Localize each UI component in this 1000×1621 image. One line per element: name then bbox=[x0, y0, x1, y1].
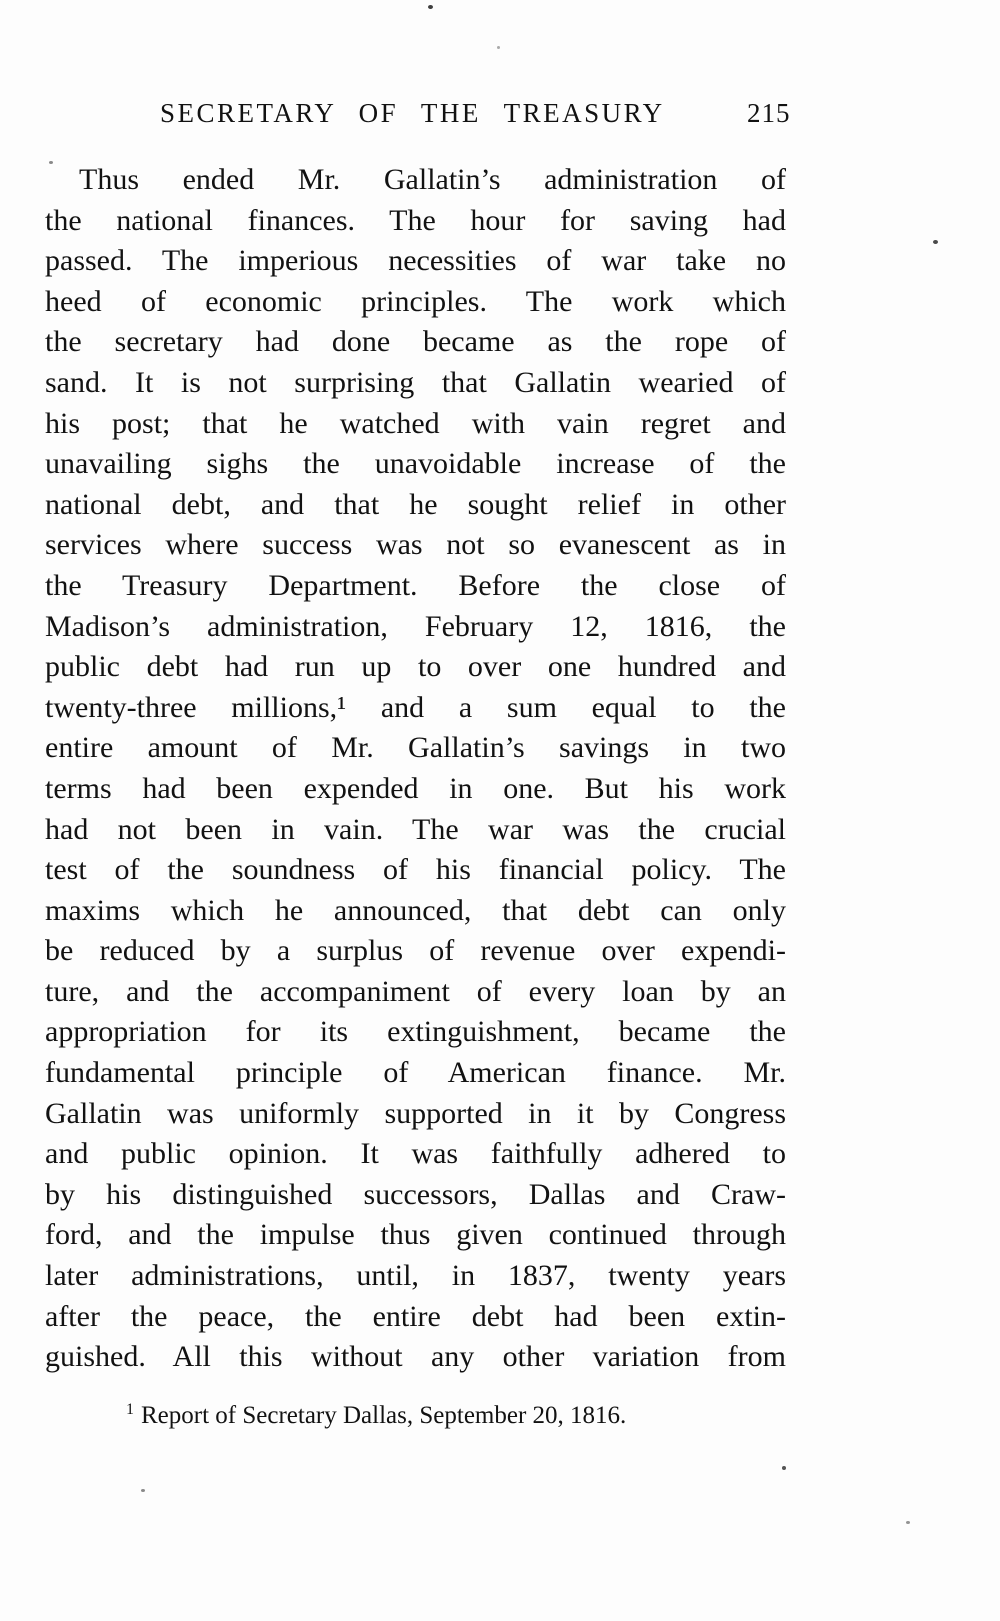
running-header-title: SECRETARY OF THE TREASURY bbox=[160, 98, 665, 128]
body-text-line: maxims which he announced, that debt can only bbox=[45, 893, 786, 927]
footnote bbox=[126, 1400, 626, 1432]
page-number: 215 bbox=[747, 98, 791, 128]
body-text-line: be reduced by a surplus of revenue over expendi- bbox=[45, 934, 786, 968]
body-text-line: Thus ended Mr. Gallatin’s administration of bbox=[79, 163, 786, 196]
body-text-line: and public opinion. It was faithfully adhered to bbox=[45, 1137, 786, 1171]
scan-speck bbox=[497, 46, 500, 49]
body-text-line: passed. The imperious necessities of war take no bbox=[45, 244, 786, 278]
body-text-line: terms had been expended in one. But his work bbox=[45, 771, 786, 805]
body-text-line: public debt had run up to over one hundred and bbox=[45, 650, 786, 684]
footnote-marker: 1 bbox=[126, 1401, 134, 1418]
scan-speck bbox=[49, 161, 53, 164]
scan-speck bbox=[906, 1521, 910, 1524]
body-text-line: the secretary had done became as the rope of bbox=[45, 325, 786, 359]
body-text-line: the Treasury Department. Before the close of bbox=[45, 568, 786, 602]
body-text-line: after the peace, the entire debt had been extin- bbox=[45, 1299, 786, 1333]
body-text-line: ford, and the impulse thus given continued through bbox=[45, 1218, 786, 1252]
body-text-line: services where success was not so evanescent as in bbox=[45, 528, 786, 562]
body-text-line: guished. All this without any other variation from bbox=[45, 1340, 786, 1374]
scan-speck bbox=[782, 1466, 786, 1470]
body-text-line: later administrations, until, in 1837, twenty years bbox=[45, 1259, 786, 1293]
body-text-line: ture, and the accompaniment of every loan by an bbox=[45, 974, 786, 1008]
body-text-line: the national finances. The hour for saving had bbox=[45, 203, 786, 237]
body-text-line: unavailing sighs the unavoidable increase of the bbox=[45, 447, 786, 481]
body-text-line: sand. It is not surprising that Gallatin wearied of bbox=[45, 365, 786, 399]
scan-speck bbox=[141, 1489, 145, 1492]
body-text-block bbox=[45, 160, 786, 1378]
body-text-line: fundamental principle of American finance. Mr. bbox=[45, 1056, 786, 1090]
body-text-line: twenty-three millions,¹ and a sum equal to the bbox=[45, 690, 786, 724]
body-text-line: his post; that he watched with vain regret and bbox=[45, 406, 786, 440]
scan-speck bbox=[428, 5, 433, 9]
body-text-line: by his distinguished successors, Dallas and Craw- bbox=[45, 1177, 786, 1211]
scan-speck bbox=[933, 240, 938, 244]
body-text-line: had not been in vain. The war was the crucial bbox=[45, 812, 786, 846]
body-text-line: Madison’s administration, February 12, 1816, the bbox=[45, 609, 786, 643]
body-text-line: appropriation for its extinguishment, became the bbox=[45, 1015, 786, 1049]
body-text-line: national debt, and that he sought relief in other bbox=[45, 487, 786, 521]
body-text-line: heed of economic principles. The work which bbox=[45, 284, 786, 318]
body-text-line: Gallatin was uniformly supported in it by Congress bbox=[45, 1096, 786, 1130]
footnote-text: Report of Secretary Dallas, September 20, 1816. bbox=[141, 1402, 627, 1429]
body-text-line: test of the soundness of his financial policy. The bbox=[45, 853, 786, 887]
body-text-line: entire amount of Mr. Gallatin’s savings in two bbox=[45, 731, 786, 765]
